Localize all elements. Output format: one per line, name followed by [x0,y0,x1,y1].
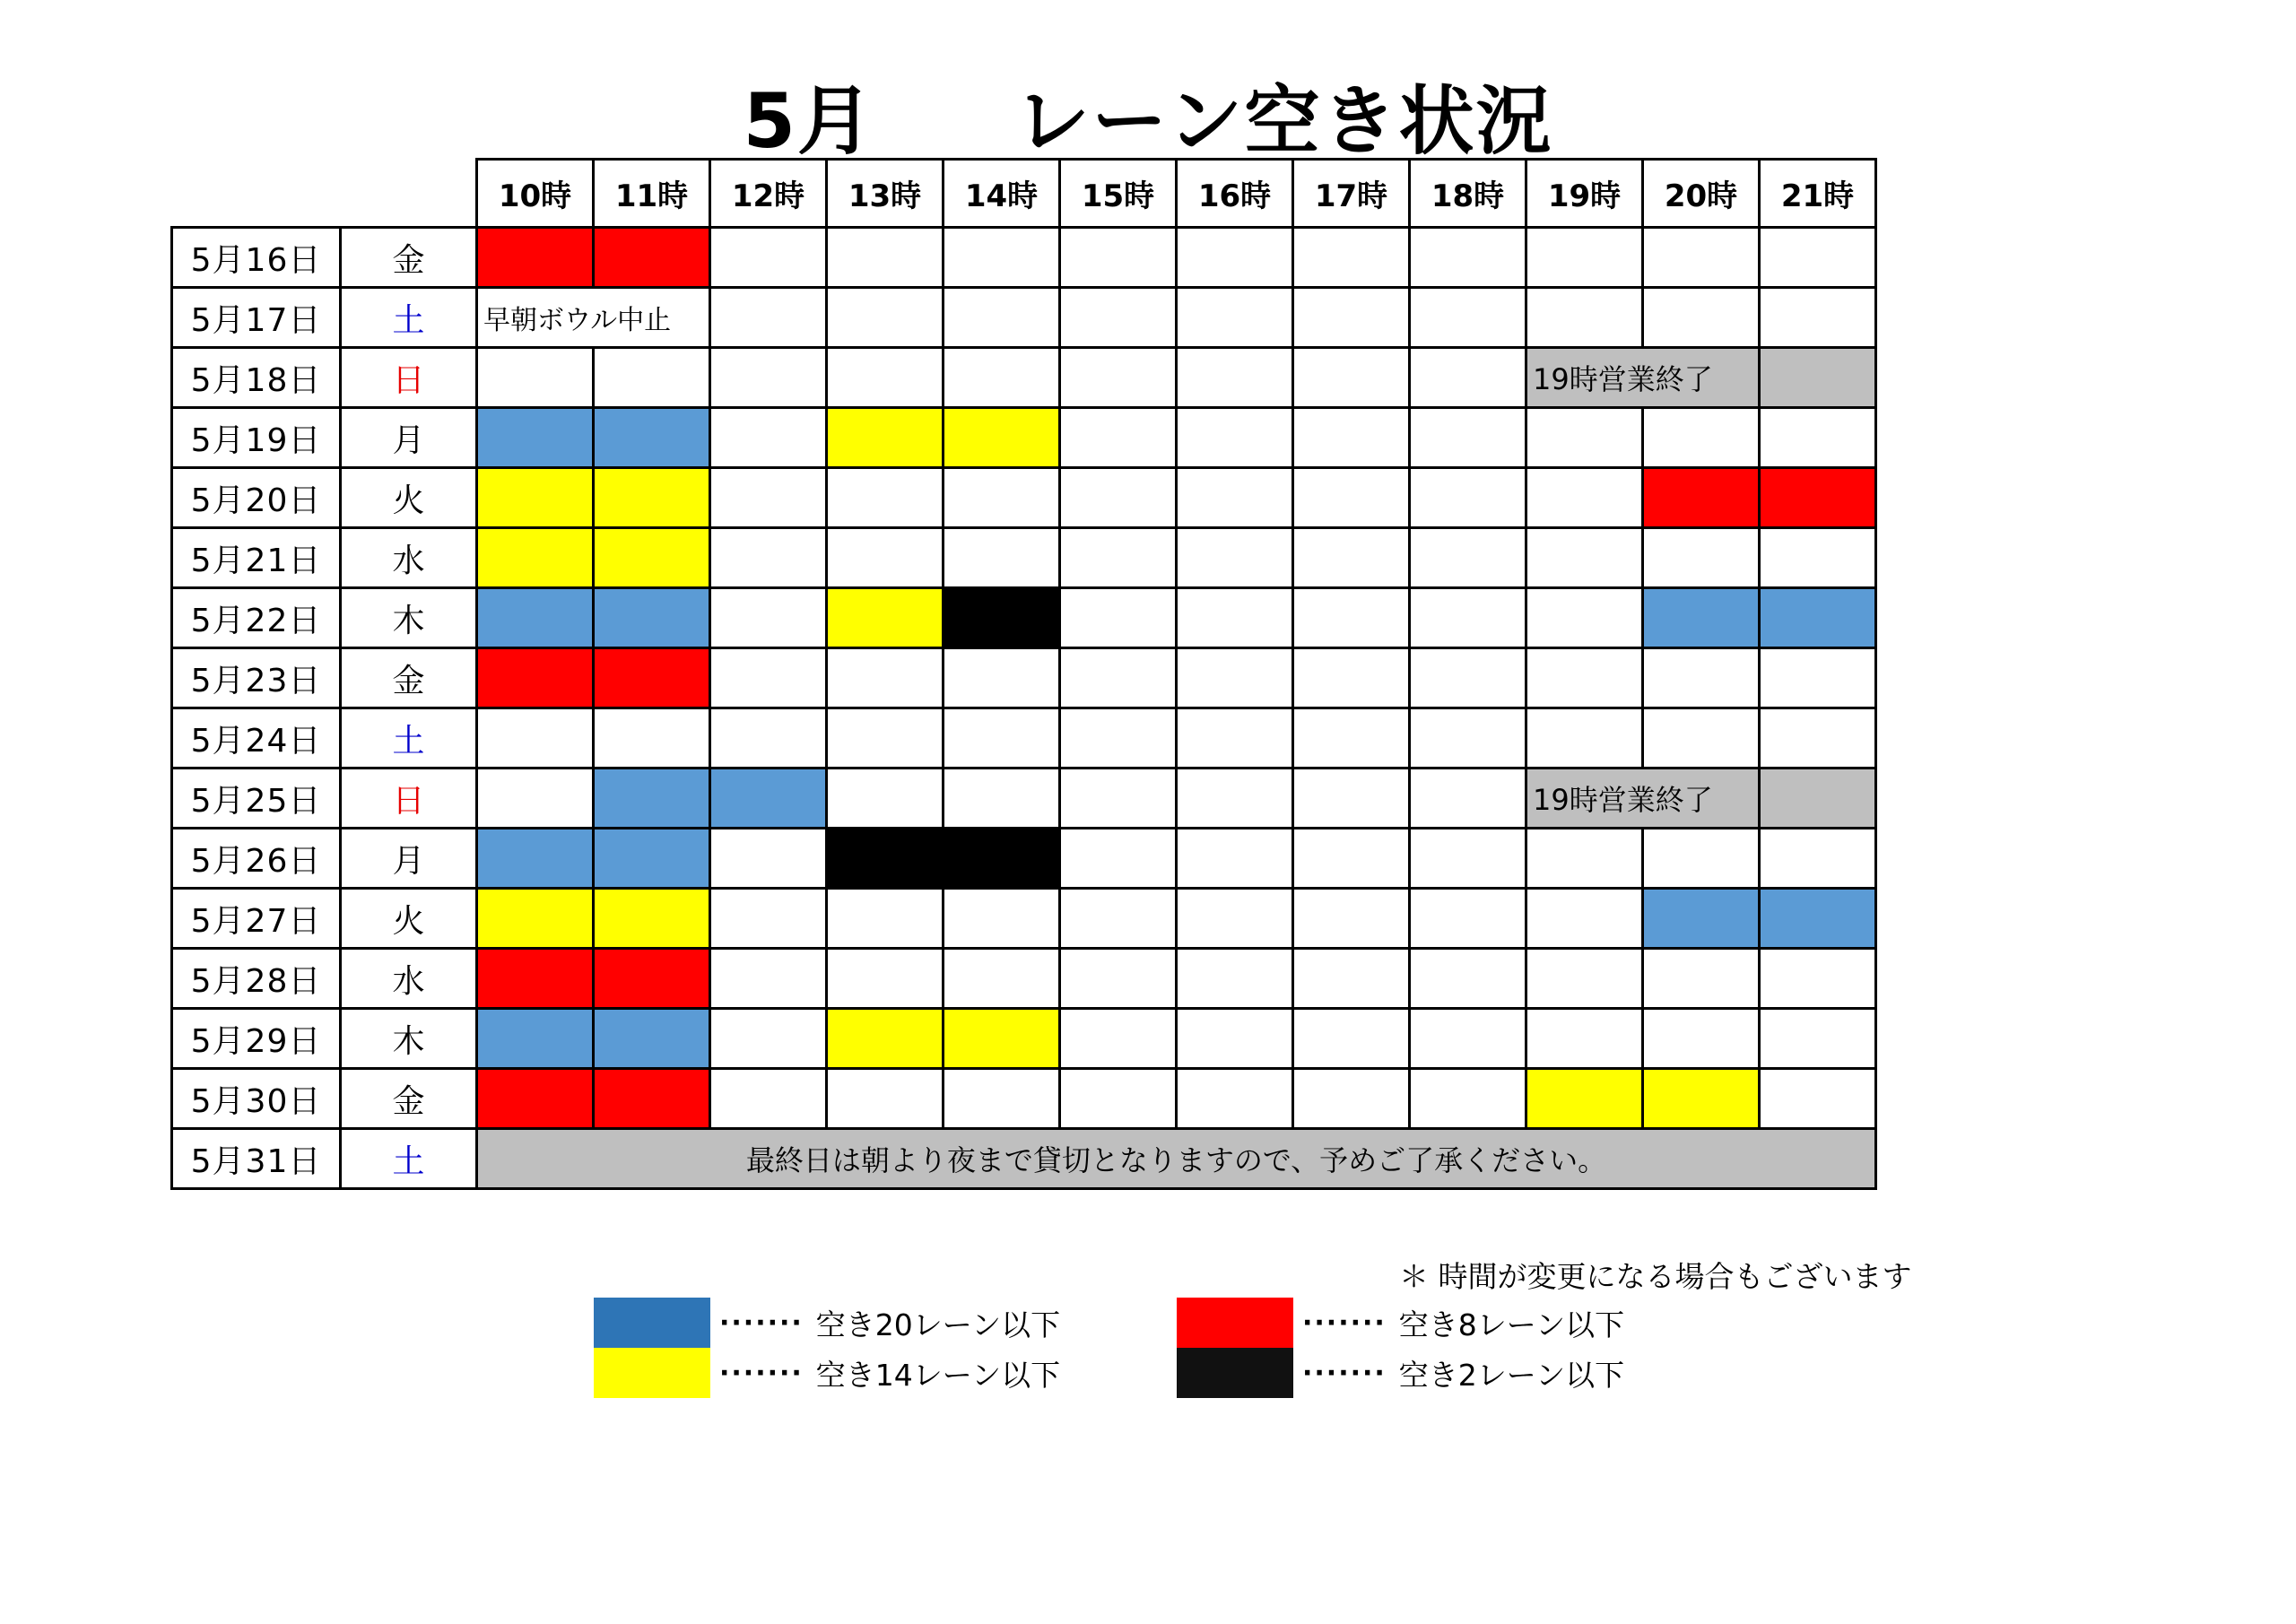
legend-label-red: 空き8レーン以下 [1398,1307,1625,1342]
hour-header-row [172,160,1876,228]
time-slot-cell [710,708,827,769]
time-slot-cell [1060,1069,1177,1129]
time-slot-cell [827,1069,944,1129]
row-date: 5月20日 [172,468,341,528]
time-slot-cell [1643,648,1760,708]
time-slot-cell [1643,949,1760,1009]
time-slot-cell [1760,829,1876,889]
time-slot-cell [944,949,1060,1009]
time-slot-cell [1526,889,1643,949]
time-slot-cell [1060,408,1177,468]
time-slot-cell [1293,829,1410,889]
title-month: 5月 [743,77,874,165]
time-slot-cell [1526,588,1643,648]
time-slot-cell [477,949,594,1009]
schedule-row [172,588,1876,648]
header-spacer [172,160,341,228]
title-text: レーン空き状況 [1014,77,1553,165]
legend-dots: ······· [1302,1357,1387,1389]
time-slot-cell [1526,949,1643,1009]
time-slot-cell [1060,348,1177,408]
time-slot-cell [1526,648,1643,708]
legend-item-black [1177,1345,1624,1401]
time-slot-cell [710,288,827,348]
time-slot-cell [710,648,827,708]
legend-swatch-yellow [594,1348,710,1398]
time-slot-cell [944,468,1060,528]
row-day-of-week: 木 [341,588,477,648]
schedule-row [172,648,1876,708]
row-day-of-week: 金 [341,1069,477,1129]
time-slot-cell [1643,588,1760,648]
row-date: 5月18日 [172,348,341,408]
time-slot-cell [710,769,827,829]
time-slot-cell [1293,588,1410,648]
time-slot-cell [1526,1009,1643,1069]
time-slot-cell [1526,528,1643,588]
time-slot-cell [827,408,944,468]
time-slot-cell [1760,708,1876,769]
row-day-of-week: 日 [341,348,477,408]
legend-label-blue: 空き20レーン以下 [815,1307,1061,1342]
hour-header: 18時 [1410,160,1526,228]
schedule-row [172,949,1876,1009]
legend-swatch-red [1177,1298,1293,1348]
header-spacer [341,160,477,228]
time-slot-cell [1526,288,1643,348]
row-date: 5月26日 [172,829,341,889]
schedule-row [172,829,1876,889]
schedule-row [172,769,1876,829]
time-slot-cell [827,468,944,528]
time-slot-cell [1760,1069,1876,1129]
time-slot-cell [1643,889,1760,949]
row-day-of-week: 金 [341,648,477,708]
schedule-row [172,528,1876,588]
time-slot-cell [1643,528,1760,588]
row-day-of-week: 日 [341,769,477,829]
time-slot-cell [1760,288,1876,348]
time-slot-cell [1526,708,1643,769]
time-slot-cell [1760,528,1876,588]
time-slot-cell [1293,348,1410,408]
row-day-of-week: 木 [341,1009,477,1069]
time-slot-cell [594,708,710,769]
row-day-of-week: 月 [341,408,477,468]
legend-swatch-blue [594,1298,710,1348]
time-slot-cell [1060,528,1177,588]
time-slot-cell [1177,348,1293,408]
time-slot-cell [1526,1069,1643,1129]
time-slot-cell [477,889,594,949]
time-slot-cell [827,889,944,949]
time-slot-cell [1643,468,1760,528]
time-slot-cell [827,528,944,588]
legend-dots: ······· [719,1307,804,1339]
schedule-row [172,408,1876,468]
time-slot-cell [1410,648,1526,708]
schedule-row [172,228,1876,288]
slot-note: 19時営業終了 [1526,348,1760,408]
time-slot-cell [477,588,594,648]
time-slot-cell [1293,528,1410,588]
time-slot-cell [477,1009,594,1069]
time-slot-cell [1643,1009,1760,1069]
time-slot-cell [1410,348,1526,408]
time-slot-cell [827,708,944,769]
time-slot-cell [1060,829,1177,889]
row-day-of-week: 土 [341,708,477,769]
time-slot-cell [477,528,594,588]
row-date: 5月30日 [172,1069,341,1129]
time-slot-cell [1410,288,1526,348]
time-slot-cell [594,468,710,528]
row-date: 5月19日 [172,408,341,468]
row-date: 5月24日 [172,708,341,769]
time-slot-cell [594,648,710,708]
time-slot-cell [1526,829,1643,889]
time-slot-cell [1760,348,1876,408]
time-slot-cell [1410,588,1526,648]
time-slot-cell [710,829,827,889]
row-date: 5月29日 [172,1009,341,1069]
time-slot-cell [1293,228,1410,288]
time-slot-cell [1760,949,1876,1009]
row-date: 5月21日 [172,528,341,588]
schedule-row [172,1069,1876,1129]
time-slot-cell [710,408,827,468]
time-slot-cell [1643,408,1760,468]
time-slot-cell [1526,228,1643,288]
time-slot-cell [594,408,710,468]
time-slot-cell [1293,288,1410,348]
time-slot-cell [827,829,944,889]
time-slot-cell [1410,468,1526,528]
time-slot-cell [1177,949,1293,1009]
time-slot-cell [710,1069,827,1129]
time-slot-cell [1293,468,1410,528]
time-slot-cell [477,708,594,769]
time-slot-cell [944,288,1060,348]
time-slot-cell [1410,1009,1526,1069]
time-slot-cell [944,588,1060,648]
time-slot-cell [1060,1009,1177,1069]
row-date: 5月27日 [172,889,341,949]
row-day-of-week: 火 [341,468,477,528]
time-slot-cell [1410,769,1526,829]
final-day-notice: 最終日は朝より夜まで貸切となりますので、予めご了承ください。 [477,1129,1876,1189]
legend-dots: ······· [1302,1307,1387,1339]
legend-item-yellow [594,1345,1060,1401]
time-slot-cell [1410,1069,1526,1129]
hour-header: 16時 [1177,160,1293,228]
time-slot-cell [594,228,710,288]
time-slot-cell [1643,829,1760,889]
time-slot-cell [1177,769,1293,829]
time-slot-cell [944,408,1060,468]
time-slot-cell [1643,288,1760,348]
row-day-of-week: 水 [341,949,477,1009]
time-slot-cell [1410,829,1526,889]
time-slot-cell [594,769,710,829]
time-slot-cell [1060,588,1177,648]
time-slot-cell [1060,228,1177,288]
time-slot-cell [1177,588,1293,648]
time-slot-cell [1060,468,1177,528]
time-change-remark: ＊ 時間が変更になる場合もございます [1399,1259,1912,1294]
time-slot-cell [1760,1009,1876,1069]
schedule-table [170,158,1877,1190]
time-slot-cell [1060,889,1177,949]
time-slot-cell [477,348,594,408]
hour-header: 20時 [1643,160,1760,228]
time-slot-cell [1526,408,1643,468]
time-slot-cell [1293,769,1410,829]
time-slot-cell [1060,708,1177,769]
row-date: 5月23日 [172,648,341,708]
legend-item-red [1177,1295,1624,1350]
legend-item-blue [594,1295,1060,1350]
schedule-row [172,889,1876,949]
time-slot-cell [1177,1069,1293,1129]
time-slot-cell [1410,708,1526,769]
time-slot-cell [827,588,944,648]
time-slot-cell [710,889,827,949]
time-slot-cell [944,769,1060,829]
time-slot-cell [1293,949,1410,1009]
time-slot-cell [827,288,944,348]
time-slot-cell [1177,889,1293,949]
time-slot-cell [1760,648,1876,708]
time-slot-cell [1177,408,1293,468]
time-slot-cell [944,1009,1060,1069]
time-slot-cell [1177,1009,1293,1069]
time-slot-cell [1293,648,1410,708]
row-day-of-week: 土 [341,288,477,348]
time-slot-cell [1060,288,1177,348]
slot-note: 早朝ボウル中止 [477,288,710,348]
hour-header: 19時 [1526,160,1643,228]
row-date: 5月16日 [172,228,341,288]
hour-header: 15時 [1060,160,1177,228]
time-slot-cell [1643,1069,1760,1129]
hour-header: 17時 [1293,160,1410,228]
hour-header: 14時 [944,160,1060,228]
time-slot-cell [1060,769,1177,829]
time-slot-cell [1177,648,1293,708]
time-slot-cell [1177,829,1293,889]
time-slot-cell [477,1069,594,1129]
time-slot-cell [827,348,944,408]
schedule-row [172,468,1876,528]
time-slot-cell [827,1009,944,1069]
time-slot-cell [710,228,827,288]
time-slot-cell [710,1009,827,1069]
time-slot-cell [827,949,944,1009]
time-slot-cell [1293,408,1410,468]
row-day-of-week: 水 [341,528,477,588]
time-slot-cell [1410,889,1526,949]
row-day-of-week: 月 [341,829,477,889]
time-slot-cell [594,588,710,648]
time-slot-cell [944,528,1060,588]
time-slot-cell [827,228,944,288]
time-slot-cell [1410,228,1526,288]
time-slot-cell [594,1009,710,1069]
time-slot-cell [477,408,594,468]
time-slot-cell [1410,408,1526,468]
slot-note: 19時営業終了 [1526,769,1760,829]
time-slot-cell [1177,468,1293,528]
time-slot-cell [944,648,1060,708]
time-slot-cell [1177,708,1293,769]
row-date: 5月22日 [172,588,341,648]
time-slot-cell [944,1069,1060,1129]
time-slot-cell [1760,769,1876,829]
time-slot-cell [827,648,944,708]
time-slot-cell [1177,228,1293,288]
row-date: 5月31日 [172,1129,341,1189]
time-slot-cell [1177,288,1293,348]
hour-header: 21時 [1760,160,1876,228]
hour-header: 10時 [477,160,594,228]
time-slot-cell [1643,228,1760,288]
time-slot-cell [944,889,1060,949]
time-slot-cell [944,708,1060,769]
time-slot-cell [1293,1009,1410,1069]
time-slot-cell [1293,1069,1410,1129]
schedule-row [172,1129,1876,1189]
time-slot-cell [710,348,827,408]
time-slot-cell [944,829,1060,889]
time-slot-cell [477,468,594,528]
time-slot-cell [710,528,827,588]
hour-header: 12時 [710,160,827,228]
time-slot-cell [710,468,827,528]
page-title [0,61,2296,169]
row-date: 5月25日 [172,769,341,829]
time-slot-cell [1760,889,1876,949]
time-slot-cell [1760,588,1876,648]
legend-swatch-black [1177,1348,1293,1398]
time-slot-cell [710,949,827,1009]
time-slot-cell [1060,949,1177,1009]
time-slot-cell [710,588,827,648]
row-date: 5月28日 [172,949,341,1009]
time-slot-cell [1410,528,1526,588]
time-slot-cell [944,348,1060,408]
time-slot-cell [477,648,594,708]
row-day-of-week: 火 [341,889,477,949]
legend-label-black: 空き2レーン以下 [1398,1357,1625,1393]
time-slot-cell [477,769,594,829]
time-slot-cell [1293,708,1410,769]
time-slot-cell [594,528,710,588]
hour-header: 13時 [827,160,944,228]
time-slot-cell [594,348,710,408]
row-day-of-week: 土 [341,1129,477,1189]
time-slot-cell [594,889,710,949]
row-date: 5月17日 [172,288,341,348]
time-slot-cell [1760,228,1876,288]
time-slot-cell [1760,408,1876,468]
time-slot-cell [477,228,594,288]
time-slot-cell [1760,468,1876,528]
time-slot-cell [1643,708,1760,769]
hour-header: 11時 [594,160,710,228]
time-slot-cell [594,1069,710,1129]
schedule-row [172,1009,1876,1069]
time-slot-cell [477,829,594,889]
legend-label-yellow: 空き14レーン以下 [815,1357,1061,1393]
schedule-row [172,288,1876,348]
time-slot-cell [594,829,710,889]
schedule-row [172,348,1876,408]
legend-dots: ······· [719,1357,804,1389]
time-slot-cell [944,228,1060,288]
time-slot-cell [827,769,944,829]
time-slot-cell [1177,528,1293,588]
row-day-of-week: 金 [341,228,477,288]
time-slot-cell [1410,949,1526,1009]
time-slot-cell [594,949,710,1009]
time-slot-cell [1293,889,1410,949]
time-slot-cell [1526,468,1643,528]
schedule-row [172,708,1876,769]
time-slot-cell [1060,648,1177,708]
